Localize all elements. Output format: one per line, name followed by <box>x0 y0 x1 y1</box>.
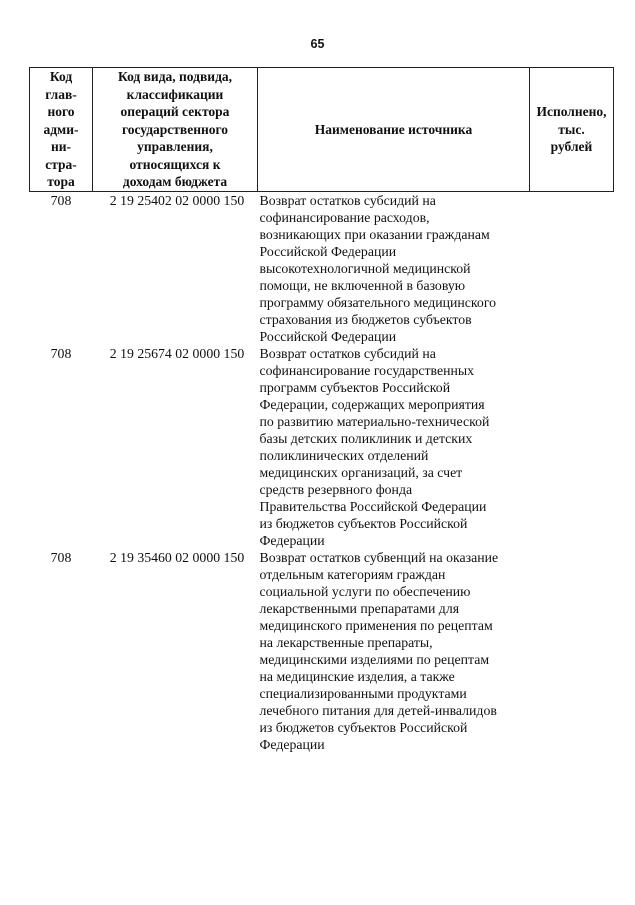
header-amount-line: Исполнено, <box>536 104 607 119</box>
table-header-row <box>30 68 614 192</box>
header-kbk-line: управления, <box>137 139 213 154</box>
header-kbk-line: относящихся к <box>129 156 221 172</box>
header-admin-line: ни- <box>50 139 72 154</box>
source-name-line: из бюджетов субъектов Российской <box>259 515 468 531</box>
source-name-line: на медицинские изделия, а также <box>259 668 455 684</box>
amount-cell <box>530 345 614 549</box>
source-name-line: программ субъектов Российской <box>259 379 451 395</box>
kbk-code-cell: 2 19 25402 02 0000 150 <box>109 192 245 208</box>
source-name-cell <box>258 345 530 549</box>
admin-code-cell: 708 <box>50 345 72 361</box>
source-name-line: лечебного питания для детей-инвалидов <box>259 702 497 718</box>
source-name-line: Федерации, содержащих мероприятия <box>259 396 485 412</box>
admin-code-cell: 708 <box>50 192 72 208</box>
source-name-line: медицинского применения по рецептам <box>259 617 493 633</box>
source-name-line: базы детских поликлиник и детских <box>259 430 473 446</box>
source-name-line: специализированными продуктами <box>259 685 467 701</box>
header-kbk-line: государственного <box>121 121 229 137</box>
header-admin-line: тора <box>47 174 75 189</box>
header-kbk-line: операций сектора <box>120 104 230 119</box>
source-name-line: высокотехнологичной медицинской <box>259 260 471 276</box>
header-admin-line: стра- <box>45 156 77 172</box>
source-name-line: медицинскими изделиями по рецептам <box>259 651 490 667</box>
source-name-line: страхования из бюджетов субъектов <box>259 311 472 327</box>
kbk-code-cell: 2 19 25674 02 0000 150 <box>109 345 245 361</box>
header-admin-line: адми- <box>43 121 79 137</box>
header-source-name: Наименование источника <box>258 68 530 192</box>
source-name-line: отдельным категориям граждан <box>259 566 446 582</box>
source-name-line: Возврат остатков субсидий на <box>259 192 436 208</box>
table-row <box>30 191 614 345</box>
admin-code-cell: 708 <box>50 549 72 565</box>
source-name-line: на лекарственные препараты, <box>259 634 433 650</box>
header-admin-code <box>30 68 93 192</box>
table-row <box>30 345 614 549</box>
header-amount <box>530 68 614 192</box>
header-amount-line: тыс. <box>558 121 585 137</box>
source-name-line: из бюджетов субъектов Российской <box>259 719 468 735</box>
source-name-cell <box>258 549 530 753</box>
page-number: 65 <box>310 37 325 51</box>
table-row <box>30 549 614 753</box>
source-name-line: софинансирование государственных <box>259 362 475 378</box>
source-name-line: поликлинических отделений <box>259 447 429 463</box>
header-amount-line: рублей <box>550 139 593 154</box>
kbk-code-cell: 2 19 35460 02 0000 150 <box>109 549 245 565</box>
header-kbk-code <box>93 68 258 192</box>
source-name-line: Российской Федерации <box>259 243 397 259</box>
header-kbk-line: доходам бюджета <box>122 174 228 189</box>
source-name-line: программу обязательного медицинского <box>259 294 497 310</box>
header-kbk-line: Код вида, подвида, <box>117 69 233 84</box>
source-name-line: Возврат остатков субвенций на оказание <box>259 549 499 565</box>
source-name-cell <box>258 191 530 345</box>
table-body <box>30 191 614 753</box>
source-name-line: медицинских организаций, за счет <box>259 464 463 480</box>
source-name-line: возникающих при оказании гражданам <box>259 226 490 242</box>
source-name-line: Федерации <box>259 736 325 752</box>
header-admin-line: глав- <box>45 86 77 102</box>
source-name-line: по развитию материально-технической <box>259 413 490 429</box>
amount-cell <box>530 549 614 753</box>
source-name-line: средств резервного фонда <box>259 481 413 497</box>
source-name-line: социальной услуги по обеспечению <box>259 583 471 599</box>
revenue-sources-table <box>29 67 614 753</box>
header-kbk-line: классификации <box>126 86 224 102</box>
source-name-line: лекарственными препаратами для <box>259 600 460 616</box>
header-admin-line: Код <box>49 69 73 84</box>
header-admin-line: ного <box>47 104 75 119</box>
source-name-line: Возврат остатков субсидий на <box>259 345 436 361</box>
source-name-line: Федерации <box>259 532 325 548</box>
source-name-line: помощи, не включенной в базовую <box>259 277 466 293</box>
amount-cell <box>530 191 614 345</box>
source-name-line: Российской Федерации <box>259 328 397 344</box>
source-name-line: софинансирование расходов, <box>259 209 430 225</box>
source-name-line: Правительства Российской Федерации <box>259 498 487 514</box>
